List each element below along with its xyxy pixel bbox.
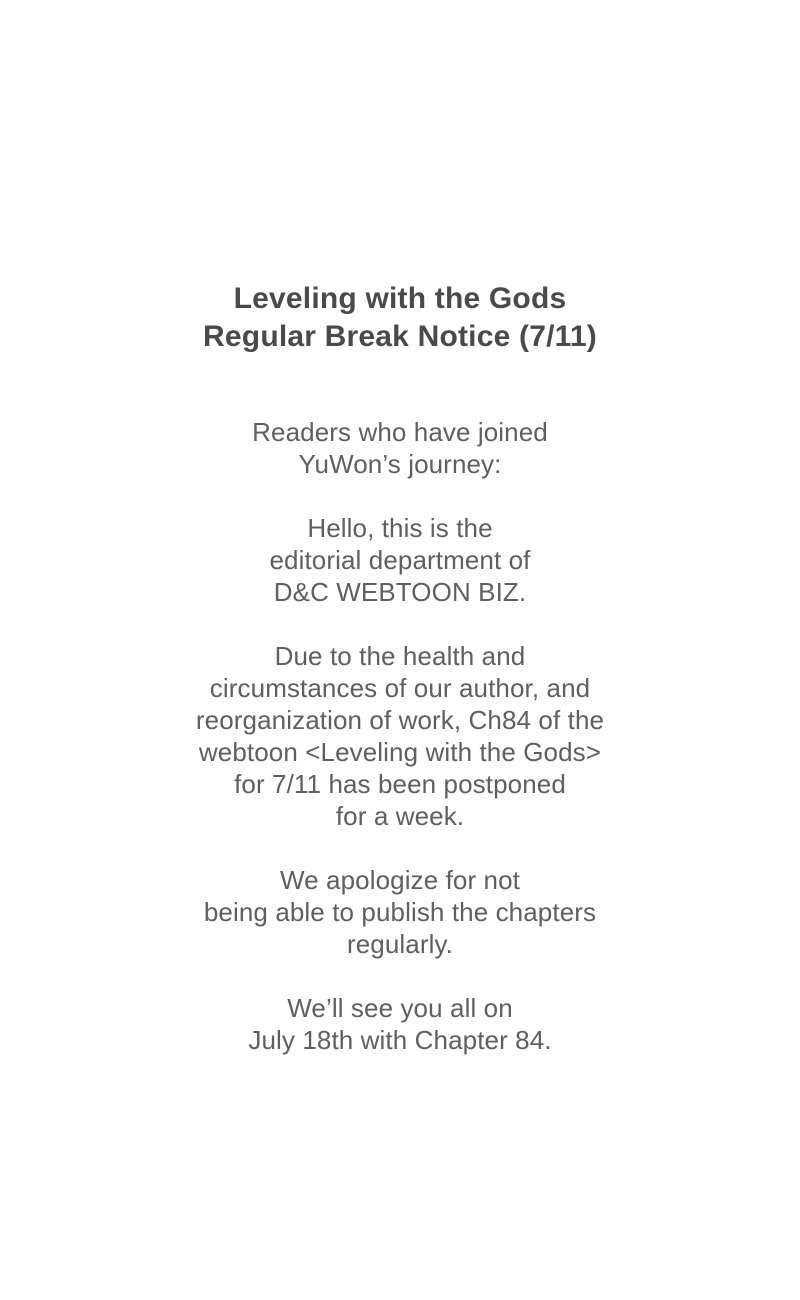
- notice-title: [0, 280, 800, 356]
- notice-line: Hello, this is the: [307, 513, 493, 543]
- notice-line: regularly.: [346, 929, 453, 959]
- notice-line: webtoon <Leveling with the Gods>: [198, 737, 602, 767]
- notice-line: We apologize for not: [280, 865, 520, 895]
- notice-line: YuWon’s journey:: [298, 449, 502, 479]
- notice-paragraph-apology: [0, 864, 800, 960]
- notice-line: for 7/11 has been postponed: [234, 769, 566, 799]
- notice-body: [0, 416, 800, 1056]
- notice-line: July 18th with Chapter 84.: [248, 1025, 552, 1055]
- notice-paragraph-greeting: [0, 416, 800, 480]
- notice-line: for a week.: [335, 801, 465, 831]
- notice-line: reorganization of work, Ch84 of the: [195, 705, 605, 735]
- notice-line: D&C WEBTOON BIZ.: [273, 577, 527, 607]
- notice-line: Due to the health and: [274, 641, 526, 671]
- notice-paragraph-intro: [0, 512, 800, 608]
- notice-line: circumstances of our author, and: [209, 673, 591, 703]
- notice-line: editorial department of: [269, 545, 531, 575]
- notice-paragraph-reason: [0, 640, 800, 832]
- notice-paragraph-return-date: [0, 992, 800, 1056]
- notice-line: Readers who have joined: [252, 417, 548, 447]
- notice-line: We’ll see you all on: [287, 993, 513, 1023]
- notice-line: being able to publish the chapters: [203, 897, 597, 927]
- notice-title-line-1: Leveling with the Gods: [233, 282, 567, 315]
- notice-title-line-2: Regular Break Notice (7/11): [203, 320, 597, 353]
